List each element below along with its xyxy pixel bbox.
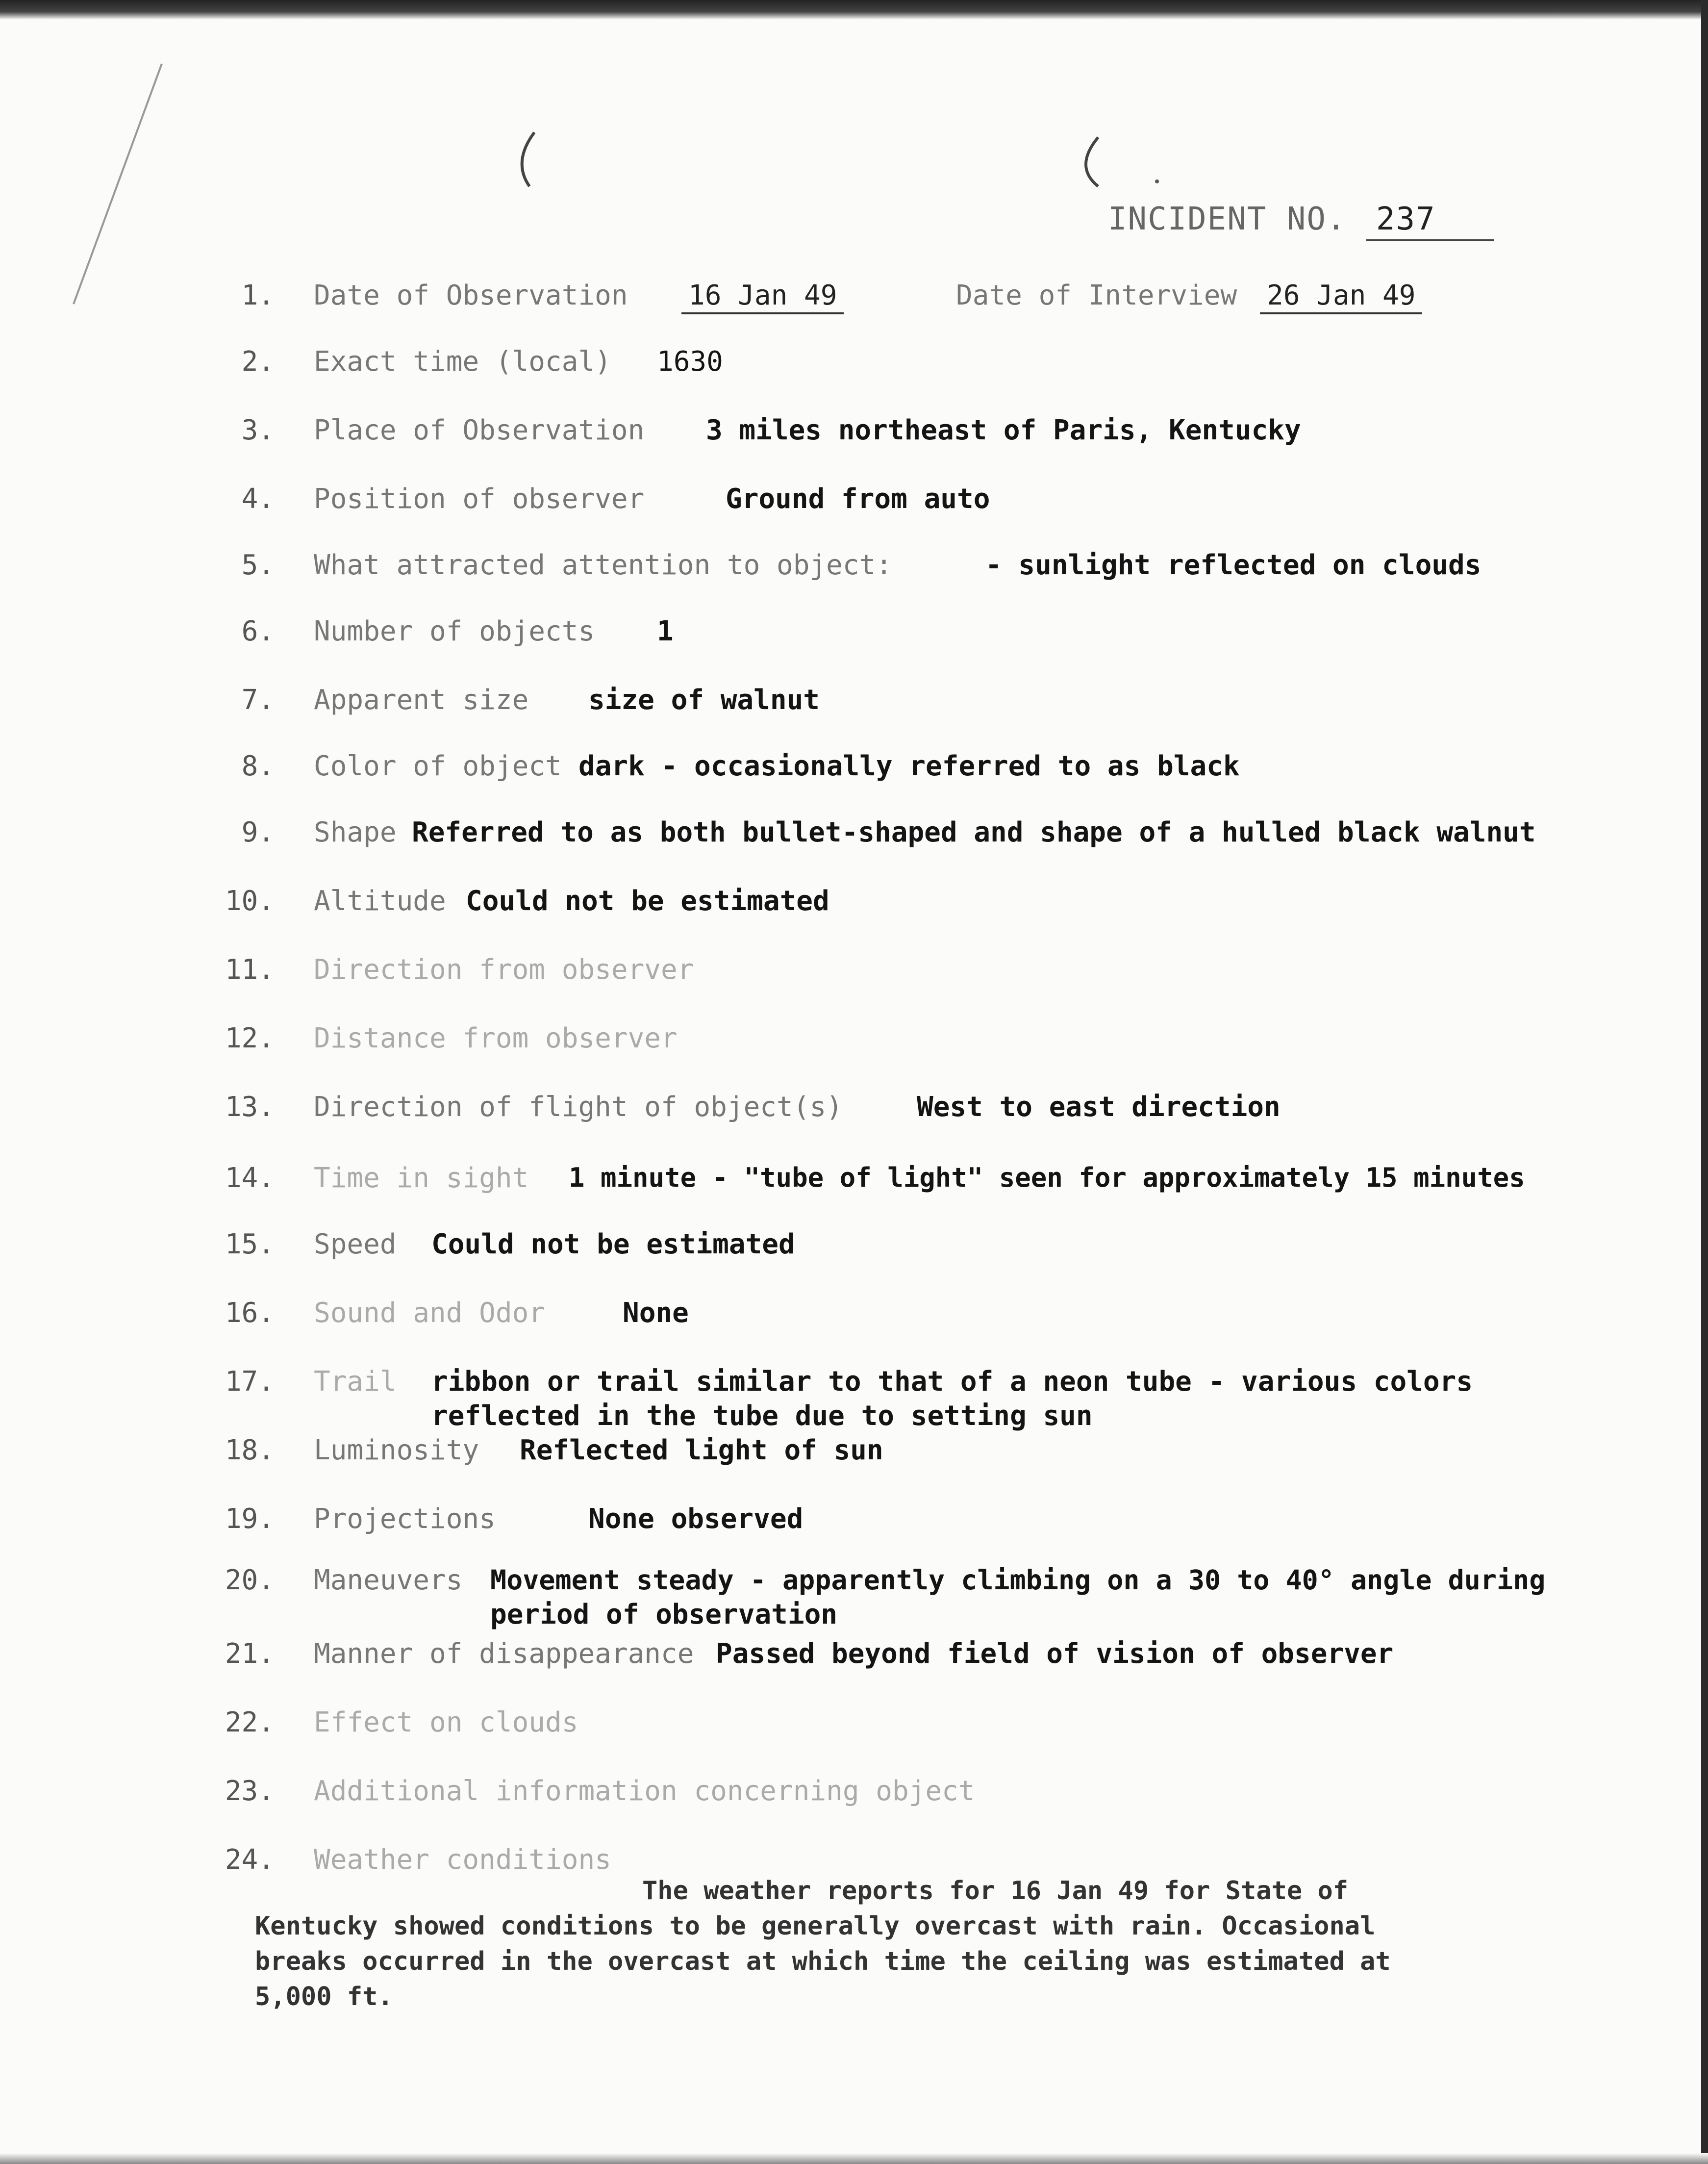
item-number: 2. xyxy=(241,346,275,378)
item-label: Direction from observer xyxy=(314,954,694,986)
item-label: Additional information concerning object xyxy=(314,1775,975,1807)
item-value: Passed beyond field of vision of observer xyxy=(716,1638,1394,1670)
item-number: 12. xyxy=(225,1022,275,1054)
date-of-interview-value: 26 Jan 49 xyxy=(1260,280,1422,314)
item-number: 22. xyxy=(225,1706,275,1738)
weather-line: Kentucky showed conditions to be generally overcast with rain. Occasional xyxy=(255,1911,1376,1941)
item-number: 5. xyxy=(241,549,275,581)
item-value: Referred to as both bullet-shaped and shape of a hulled black walnut xyxy=(412,816,1536,848)
item-label: Color of object xyxy=(314,750,562,782)
item-number: 19. xyxy=(225,1503,275,1535)
item-number: 1. xyxy=(241,280,275,311)
item-label: Position of observer xyxy=(314,483,645,515)
incident-number-field xyxy=(1108,201,1494,241)
corner-fold-line xyxy=(74,64,162,304)
item-value: Ground from auto xyxy=(726,483,990,515)
item-number: 16. xyxy=(225,1297,275,1329)
item-label: Time in sight xyxy=(314,1162,529,1194)
weather-line: The weather reports for 16 Jan 49 for State of xyxy=(642,1876,1349,1906)
item-label: Projections xyxy=(314,1503,496,1535)
item-value: None observed xyxy=(588,1503,804,1535)
item-number: 23. xyxy=(225,1775,275,1807)
item-value: ribbon or trail similar to that of a neon tube - various colors xyxy=(431,1366,1473,1398)
item-number: 6. xyxy=(241,615,275,647)
item-label: Date of Observation xyxy=(314,280,628,311)
item-number: 20. xyxy=(225,1564,275,1596)
punch-mark-left xyxy=(522,132,534,186)
item-label: Number of objects xyxy=(314,615,595,647)
weather-line: breaks occurred in the overcast at which time the ceiling was estimated at xyxy=(255,1947,1391,1976)
item-number: 3. xyxy=(241,414,275,446)
item-label: Apparent size xyxy=(314,684,529,716)
item-label: Weather conditions xyxy=(314,1844,611,1876)
item-number: 10. xyxy=(225,885,275,917)
item-number: 14. xyxy=(225,1162,275,1194)
item-value-continued: reflected in the tube due to setting sun xyxy=(431,1400,1093,1432)
item-value: None xyxy=(623,1297,689,1329)
incident-number: 237 xyxy=(1366,201,1494,241)
item-value: Reflected light of sun xyxy=(520,1434,883,1466)
item-label: Effect on clouds xyxy=(314,1706,578,1738)
item-label: Trail xyxy=(314,1366,397,1398)
item-label: Exact time (local) xyxy=(314,346,611,378)
item-value: 1 xyxy=(657,615,674,647)
item-value: size of walnut xyxy=(588,684,820,716)
item-label: What attracted attention to object: xyxy=(314,549,893,581)
item-label: Altitude xyxy=(314,885,446,917)
date-of-observation-value: 16 Jan 49 xyxy=(681,280,844,314)
item-value: dark - occasionally referred to as black xyxy=(578,750,1240,782)
item-label: Place of Observation xyxy=(314,414,645,446)
item-value xyxy=(681,280,844,314)
item-value-continued: period of observation xyxy=(490,1599,838,1630)
item-value: - sunlight reflected on clouds xyxy=(985,549,1482,581)
item-label: Sound and Odor xyxy=(314,1297,546,1329)
item-number: 11. xyxy=(225,954,275,986)
item-label: Maneuvers xyxy=(314,1564,463,1596)
item-label-2: Date of Interview xyxy=(956,280,1237,311)
item-value: 1 minute - "tube of light" seen for approximately 15 minutes xyxy=(569,1162,1525,1193)
item-number: 13. xyxy=(225,1091,275,1123)
item-value: Could not be estimated xyxy=(431,1228,795,1260)
item-number: 18. xyxy=(225,1434,275,1466)
item-value: Could not be estimated xyxy=(466,885,829,917)
item-label: Distance from observer xyxy=(314,1022,678,1054)
item-number: 8. xyxy=(241,750,275,782)
incident-label: INCIDENT NO. xyxy=(1108,201,1347,237)
weather-paragraph xyxy=(255,1873,1608,2014)
item-number: 15. xyxy=(225,1228,275,1260)
item-label: Speed xyxy=(314,1228,397,1260)
item-label: Luminosity xyxy=(314,1434,479,1466)
item-number: 9. xyxy=(241,816,275,848)
item-label: Direction of flight of object(s) xyxy=(314,1091,843,1123)
item-value: Movement steady - apparently climbing on a 30 to 40° angle during xyxy=(490,1564,1546,1596)
punch-mark-right xyxy=(1086,137,1098,186)
item-label: Manner of disappearance xyxy=(314,1638,694,1670)
item-value-2 xyxy=(1260,280,1422,314)
item-number: 24. xyxy=(225,1844,275,1876)
item-number: 17. xyxy=(225,1366,275,1398)
item-number: 21. xyxy=(225,1638,275,1670)
item-number: 7. xyxy=(241,684,275,716)
weather-line: 5,000 ft. xyxy=(255,1982,393,2011)
dot-mark xyxy=(1155,179,1159,183)
item-value: 1630 xyxy=(657,346,723,378)
item-value: West to east direction xyxy=(917,1091,1281,1123)
item-label: Shape xyxy=(314,816,397,848)
item-value: 3 miles northeast of Paris, Kentucky xyxy=(706,414,1301,446)
item-number: 4. xyxy=(241,483,275,515)
